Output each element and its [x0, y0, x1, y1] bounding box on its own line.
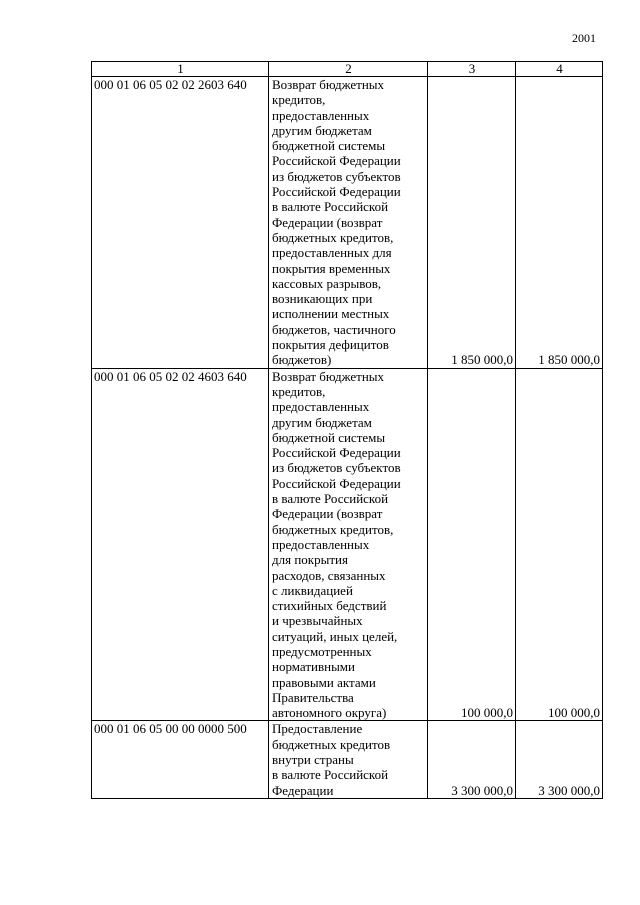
table-header-row — [92, 62, 603, 77]
column-header-3: 3 — [428, 62, 516, 77]
table-row — [92, 721, 603, 798]
description-cell: Предоставление бюджетных кредитов внутри страны в валюте Российской Федерации — [269, 721, 428, 798]
budget-code-cell: 000 01 06 05 00 00 0000 500 — [92, 721, 269, 798]
page-number: 2001 — [572, 31, 596, 45]
amount-col3-cell: 1 850 000,0 — [428, 77, 516, 369]
description-cell: Возврат бюджетных кредитов, предоставленных другим бюджетам бюджетной системы Российской Федерации из бюджетов субъектов Российской Федерации в валюте Российской Федерации (возврат бюджетных кредитов, предоставленных для покрытия расходов, связанных с ликвидацией стихийных бедствий и чрезвычайных ситуаций, иных целей, предусмотренных нормативными правовыми актами Правительства автономного округа) — [269, 368, 428, 721]
amount-col3-cell: 3 300 000,0 — [428, 721, 516, 798]
budget-code-cell: 000 01 06 05 02 02 4603 640 — [92, 368, 269, 721]
budget-code-cell: 000 01 06 05 02 02 2603 640 — [92, 77, 269, 369]
column-header-2: 2 — [269, 62, 428, 77]
amount-col4-cell: 100 000,0 — [516, 368, 603, 721]
amount-col4-cell: 1 850 000,0 — [516, 77, 603, 369]
amount-col3-cell: 100 000,0 — [428, 368, 516, 721]
column-header-4: 4 — [516, 62, 603, 77]
amount-col4-cell: 3 300 000,0 — [516, 721, 603, 798]
column-header-1: 1 — [92, 62, 269, 77]
budget-table — [91, 61, 603, 799]
table-row — [92, 368, 603, 721]
description-cell: Возврат бюджетных кредитов, предоставленных другим бюджетам бюджетной системы Российской Федерации из бюджетов субъектов Российской Федерации в валюте Российской Федерации (возврат бюджетных кредитов, предоставленных для покрытия временных кассовых разрывов, возникающих при исполнении местных бюджетов, частичного покрытия дефицитов бюджетов) — [269, 77, 428, 369]
table-row — [92, 77, 603, 369]
